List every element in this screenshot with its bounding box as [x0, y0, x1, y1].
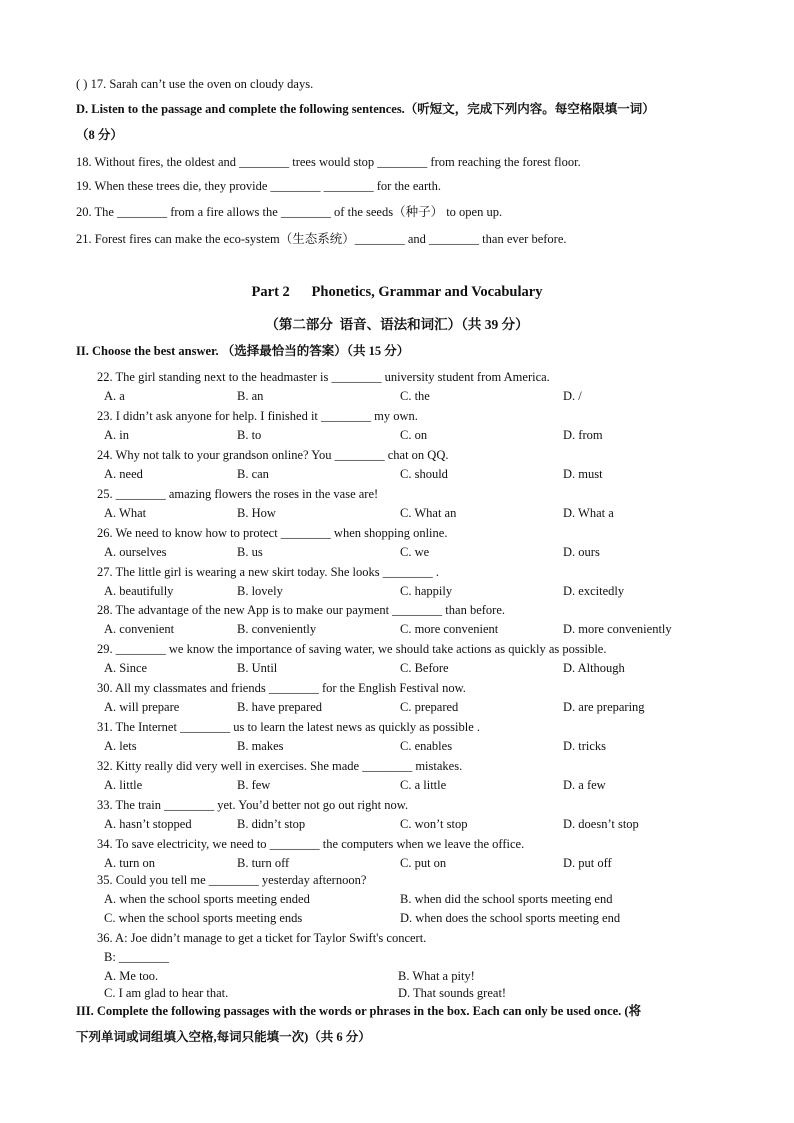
question-35-stem: 35. Could you tell me ________ yesterday afternoon? [97, 873, 367, 887]
question-34-stem: 34. To save electricity, we need to ________ the computers when we leave the office. [97, 836, 525, 851]
question-36-option-a[interactable]: A. Me too. [104, 969, 159, 983]
question-32-option-d[interactable]: D. a few [563, 778, 606, 792]
question-29-option-a[interactable]: A. Since [104, 661, 148, 676]
question-30-option-b[interactable]: B. have prepared [237, 700, 323, 715]
question-29-option-b[interactable]: B. Until [237, 661, 278, 676]
part2-title: Part 2 Phonetics, Grammar and Vocabulary [251, 284, 543, 300]
question-26-option-d[interactable]: D. ours [563, 544, 600, 559]
question-26-option-b[interactable]: B. us [237, 544, 263, 559]
section-d-heading: D. Listen to the passage and complete the following sentences.（听短文，完成下列内容。每空格限填一词） [76, 102, 655, 116]
question-27-option-a[interactable]: A. beautifully [104, 583, 174, 598]
question-35-option-c[interactable]: C. when the school sports meeting ends [104, 911, 303, 925]
question-36-option-d[interactable]: D. That sounds great! [398, 986, 507, 1000]
question-29-option-d[interactable]: D. Although [563, 661, 625, 676]
question-28-option-b[interactable]: B. conveniently [237, 622, 317, 637]
section-d-score: （8 分） [76, 128, 123, 142]
question-33-option-d[interactable]: D. doesn’t stop [563, 816, 639, 831]
question-19: 19. When these trees die, they provide ________ ________ for the earth. [76, 179, 441, 193]
question-35-option-a[interactable]: A. when the school sports meeting ended [104, 892, 310, 906]
question-27-option-d[interactable]: D. excitedly [563, 583, 625, 598]
section-3-heading-line2: 下列单词或词组填入空格,每词只能填一次)（共 6 分） [76, 1030, 371, 1044]
section-2-heading: II. Choose the best answer. （选择最恰当的答案）（共 15 分） [76, 344, 410, 358]
question-23-option-c[interactable]: C. on [400, 427, 428, 442]
question-29-option-c[interactable]: C. Before [400, 661, 449, 676]
question-32-option-a[interactable]: A. little [104, 778, 143, 792]
question-34-option-d[interactable]: D. put off [563, 855, 612, 870]
question-25-option-b[interactable]: B. How [237, 505, 276, 520]
part2-subtitle: （第二部分 语音、语法和词汇）（共 39 分） [265, 317, 529, 332]
question-31-option-c[interactable]: C. enables [400, 739, 453, 754]
question-30-stem: 30. All my classmates and friends ________ for the English Festival now. [97, 681, 466, 696]
question-26-option-a[interactable]: A. ourselves [104, 544, 167, 559]
question-28-option-d[interactable]: D. more conveniently [563, 622, 672, 637]
question-36-option-c[interactable]: C. I am glad to hear that. [104, 986, 229, 1000]
question-24-option-d[interactable]: D. must [563, 466, 603, 481]
question-22-stem: 22. The girl standing next to the headmaster is ________ university student from America. [97, 370, 550, 384]
question-17: ( ) 17. Sarah can’t use the oven on cloudy days. [76, 77, 314, 91]
question-28-stem: 28. The advantage of the new App is to make our payment ________ than before. [97, 603, 505, 618]
question-22-option-c[interactable]: C. the [400, 389, 430, 403]
question-22-option-b[interactable]: B. an [237, 389, 264, 403]
question-23-option-d[interactable]: D. from [563, 427, 603, 442]
question-18: 18. Without fires, the oldest and ________ trees would stop ________ from reaching the forest floor. [76, 155, 581, 169]
question-25-option-d[interactable]: D. What a [563, 505, 614, 520]
question-35-option-b[interactable]: B. when did the school sports meeting end [400, 892, 613, 906]
question-27-stem: 27. The little girl is wearing a new skirt today. She looks ________ . [97, 564, 439, 579]
question-28-option-a[interactable]: A. convenient [104, 622, 175, 637]
section-3-heading-line1: III. Complete the following passages with the words or phrases in the box. Each can only be used once. (将 [76, 1004, 642, 1018]
question-30-option-d[interactable]: D. are preparing [563, 700, 645, 715]
question-24-option-a[interactable]: A. need [104, 466, 143, 481]
question-24-option-b[interactable]: B. can [237, 466, 269, 481]
question-24-option-c[interactable]: C. should [400, 466, 448, 481]
question-31-option-b[interactable]: B. makes [237, 739, 284, 754]
question-27-option-c[interactable]: C. happily [400, 583, 453, 598]
question-24-stem: 24. Why not talk to your grandson online? You ________ chat on QQ. [97, 447, 449, 462]
question-25-option-a[interactable]: A. What [104, 505, 147, 520]
question-22-option-d[interactable]: D. / [563, 389, 582, 403]
question-32-stem: 32. Kitty really did very well in exercises. She made ________ mistakes. [97, 759, 463, 773]
question-36-stem: 36. A: Joe didn’t manage to get a ticket for Taylor Swift's concert. [97, 931, 427, 945]
question-26-stem: 26. We need to know how to protect ________ when shopping online. [97, 525, 448, 540]
question-33-option-c[interactable]: C. won’t stop [400, 816, 468, 831]
question-23-option-a[interactable]: A. in [104, 427, 129, 442]
question-30-option-c[interactable]: C. prepared [400, 700, 459, 715]
question-25-stem: 25. ________ amazing flowers the roses in the vase are! [97, 486, 379, 501]
question-32-option-c[interactable]: C. a little [400, 778, 447, 792]
question-34-option-b[interactable]: B. turn off [237, 855, 290, 870]
question-31-option-d[interactable]: D. tricks [563, 739, 607, 754]
question-32-option-b[interactable]: B. few [237, 778, 271, 792]
question-30-option-a[interactable]: A. will prepare [104, 700, 180, 715]
question-36-option-b[interactable]: B. What a pity! [398, 969, 475, 983]
question-23-stem: 23. I didn’t ask anyone for help. I finished it ________ my own. [97, 408, 418, 423]
question-22-option-a[interactable]: A. a [104, 389, 125, 403]
question-34-option-a[interactable]: A. turn on [104, 855, 156, 870]
question-20: 20. The ________ from a fire allows the ________ of the seeds（种子） to open up. [76, 205, 503, 219]
question-31-stem: 31. The Internet ________ us to learn the latest news as quickly as possible . [97, 720, 481, 735]
question-26-option-c[interactable]: C. we [400, 544, 430, 559]
question-21: 21. Forest fires can make the eco-system（生态系统）________ and ________ than ever before. [76, 232, 567, 246]
question-33-option-a[interactable]: A. hasn’t stopped [104, 816, 192, 831]
question-35-option-d[interactable]: D. when does the school sports meeting end [400, 911, 621, 925]
question-29-stem: 29. ________ we know the importance of saving water, we should take actions as quickly as possible. [97, 642, 607, 657]
question-34-option-c[interactable]: C. put on [400, 855, 447, 870]
question-27-option-b[interactable]: B. lovely [237, 583, 283, 598]
question-28-option-c[interactable]: C. more convenient [400, 622, 499, 637]
question-31-option-a[interactable]: A. lets [104, 739, 137, 754]
question-23-option-b[interactable]: B. to [237, 427, 262, 442]
question-36-b-line: B: ________ [104, 950, 169, 964]
question-33-option-b[interactable]: B. didn’t stop [237, 816, 306, 831]
question-33-stem: 33. The train ________ yet. You’d better not go out right now. [97, 797, 409, 812]
question-25-option-c[interactable]: C. What an [400, 505, 457, 520]
